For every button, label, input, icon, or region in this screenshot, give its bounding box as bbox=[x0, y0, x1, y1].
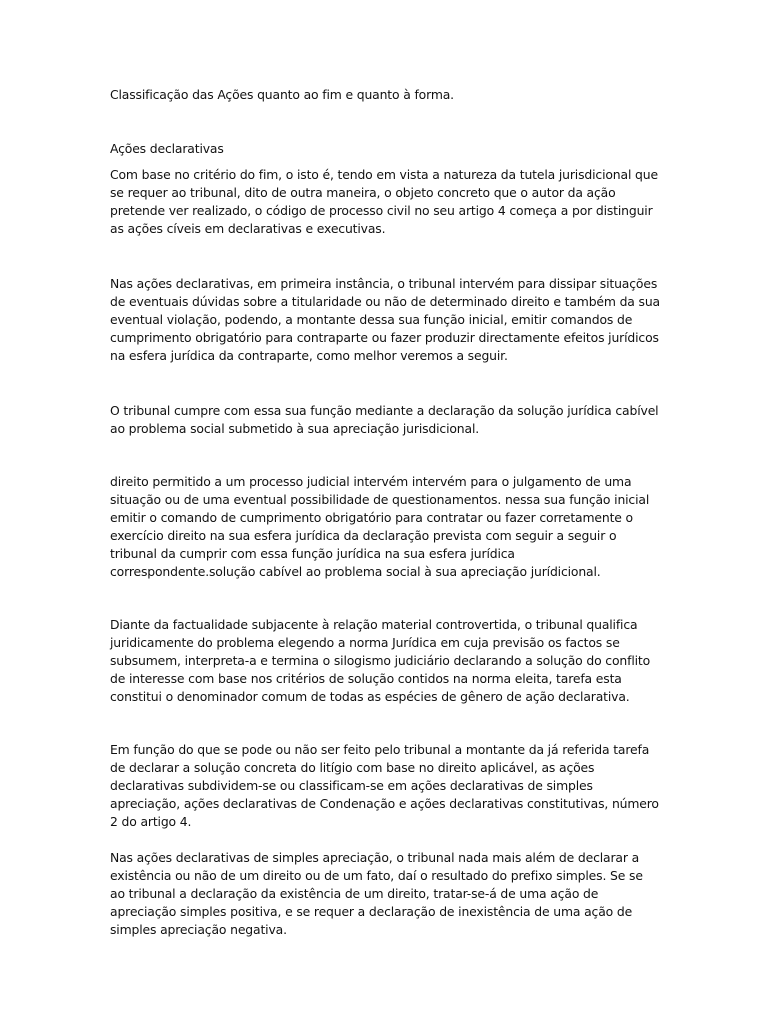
paragraph-4: direito permitido a um processo judicial intervém intervém para o julgamento de uma situação ou de uma eventual possibilidade de questionamentos. nessa sua função inicial emitir o comando de cumprimento obrigatório para contratar ou fazer corretamente o exercício direito na sua esfera jurídica da declaração prevista com seguir a seguir o tribunal da cumprir com essa função jurídica na sua esfera jurídica correspondente.solução cabível ao problema social à sua apreciação jurídicional. bbox=[110, 474, 650, 579]
document-title: Classificação das Ações quanto ao fim e quanto à forma. bbox=[110, 87, 454, 102]
paragraph-6: Em função do que se pode ou não ser feito pelo tribunal a montante da já referida tarefa de declarar a solução concreta do litígio com base no direito aplicável, as ações declarativas subdividem-se ou classificam-se em ações declarativas de simples apreciação, ações declarativas de Condenação e ações declarativas constitutivas, número 2 do artigo 4. bbox=[110, 742, 659, 829]
paragraph-3: O tribunal cumpre com essa sua função mediante a declaração da solução jurídica cabível ao problema social submetido à sua apreciação jurisdicional. bbox=[110, 403, 659, 436]
section-heading: Ações declarativas bbox=[110, 141, 224, 156]
paragraph-7: Nas ações declarativas de simples apreciação, o tribunal nada mais além de declarar a existência ou não de um direito ou de um fato, daí o resultado do prefixo simples. Se se ao tribunal a declaração da existência de um direito, tratar-se-á de uma ação de apreciação simples positiva, e se requer a declaração de inexistência de uma ação de simples apreciação negativa. bbox=[110, 850, 643, 937]
paragraph-5: Diante da factualidade subjacente à relação material controvertida, o tribunal qualifica juridicamente do problema elegendo a norma Jurídica em cuja previsão os factos se subsumem, interpreta-a e termina o silogismo judiciário declarando a solução do conflito de interesse com base nos critérios de solução contidos na norma eleita, tarefa esta constitui o denominador comum de todas as espécies de gênero de ação declarativa. bbox=[110, 617, 651, 704]
paragraph-1: Com base no critério do fim, o isto é, tendo em vista a natureza da tutela jurisdicional que se requer ao tribunal, dito de outra maneira, o objeto concreto que o autor da ação pretende ver realizado, o código de processo civil no seu artigo 4 começa a por distinguir as ações cíveis em declarativas e executivas. bbox=[110, 167, 658, 236]
paragraph-2: Nas ações declarativas, em primeira instância, o tribunal intervém para dissipar situações de eventuais dúvidas sobre a titularidade ou não de determinado direito e também da sua eventual violação, podendo, a montante dessa sua função inicial, emitir comandos de cumprimento obrigatório para contraparte ou fazer produzir directamente efeitos jurídicos na esfera jurídica da contraparte, como melhor veremos a seguir. bbox=[110, 276, 660, 363]
